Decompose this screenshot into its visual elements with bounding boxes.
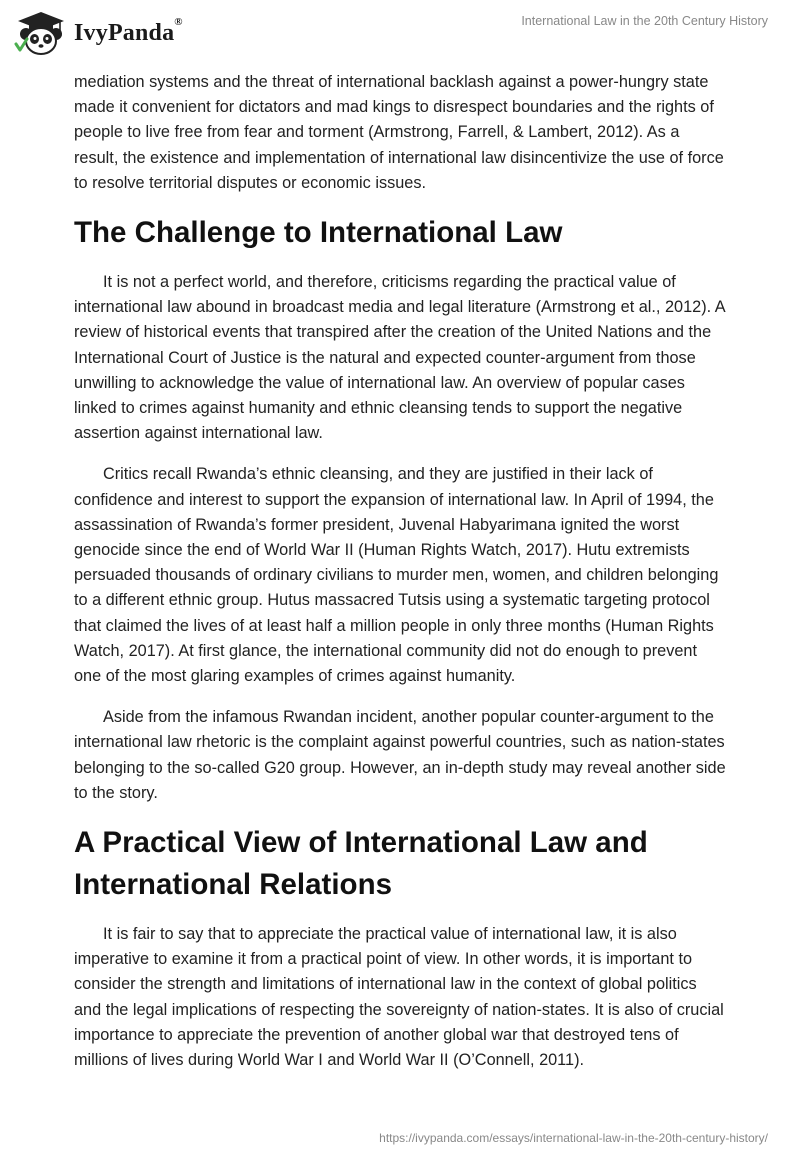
section-heading: The Challenge to International Law <box>74 216 563 250</box>
essay-content <box>74 70 726 1089</box>
logo[interactable] <box>14 10 183 56</box>
paragraph: Critics recall Rwanda’s ethnic cleansing, and they are justified in their lack of confidence and interest to support the expansion of international law. In April of 1994, the assassination of Rwanda’s former president, Juvenal Habyarimana ignited the worst genocide since the end of World War II (Human Rights Watch, 2017). Hutu extremists persuaded thousands of ordinary civilians to murder men, women, and children belonging to a different ethnic group. Hutus massacred Tutsis using a systematic targeting protocol that claimed the lives of at least half a million people in only three months (Human Rights Watch, 2017). At first glance, the international community did not do enough to prevent one of the most glaring examples of crimes against humanity. <box>74 465 719 686</box>
panda-graduate-icon <box>14 10 68 56</box>
section-heading: A Practical View of International Law and International Relations <box>74 826 648 902</box>
paragraph: It is not a perfect world, and therefore, criticisms regarding the practical value of international law abound in broadcast media and legal literature (Armstrong et al., 2012). A review of historical events that transpired after the creation of the United Nations and the International Court of Justice is the natural and expected counter-argument from those unwilling to acknowledge the value of international law. An overview of popular cases linked to crimes against humanity and ethnic cleansing tends to support the negative assertion against international law. <box>74 273 725 443</box>
logo-text: IvyPanda® <box>74 15 183 46</box>
paragraph: It is fair to say that to appreciate the practical value of international law, it is also imperative to examine it from a practical point of view. In other words, it is important to consider the strength and limitations of international law in the context of global politics and the legal implications of respecting the sovereignty of nation-states. It is also of crucial importance to appreciate the prevention of another global war that destroyed tens of millions of lives during World War I and World War II (O’Connell, 2011). <box>74 925 724 1070</box>
page-header <box>0 0 800 70</box>
document-title: International Law in the 20th Century History <box>521 14 768 28</box>
source-url[interactable]: https://ivypanda.com/essays/international-law-in-the-20th-century-history/ <box>379 1131 768 1145</box>
paragraph: Aside from the infamous Rwandan incident, another popular counter-argument to the international law rhetoric is the complaint against powerful countries, such as nation-states belonging to the so-called G20 group. However, an in-depth study may reveal another side to the story. <box>74 708 726 802</box>
paragraph: mediation systems and the threat of international backlash against a power-hungry state made it convenient for dictators and mad kings to disrespect boundaries and the rights of people to live free from fear and torment (Armstrong, Farrell, & Lambert, 2012). As a result, the existence and implementation of international law disincentivize the use of force to resolve territorial disputes or economic issues. <box>74 73 724 192</box>
